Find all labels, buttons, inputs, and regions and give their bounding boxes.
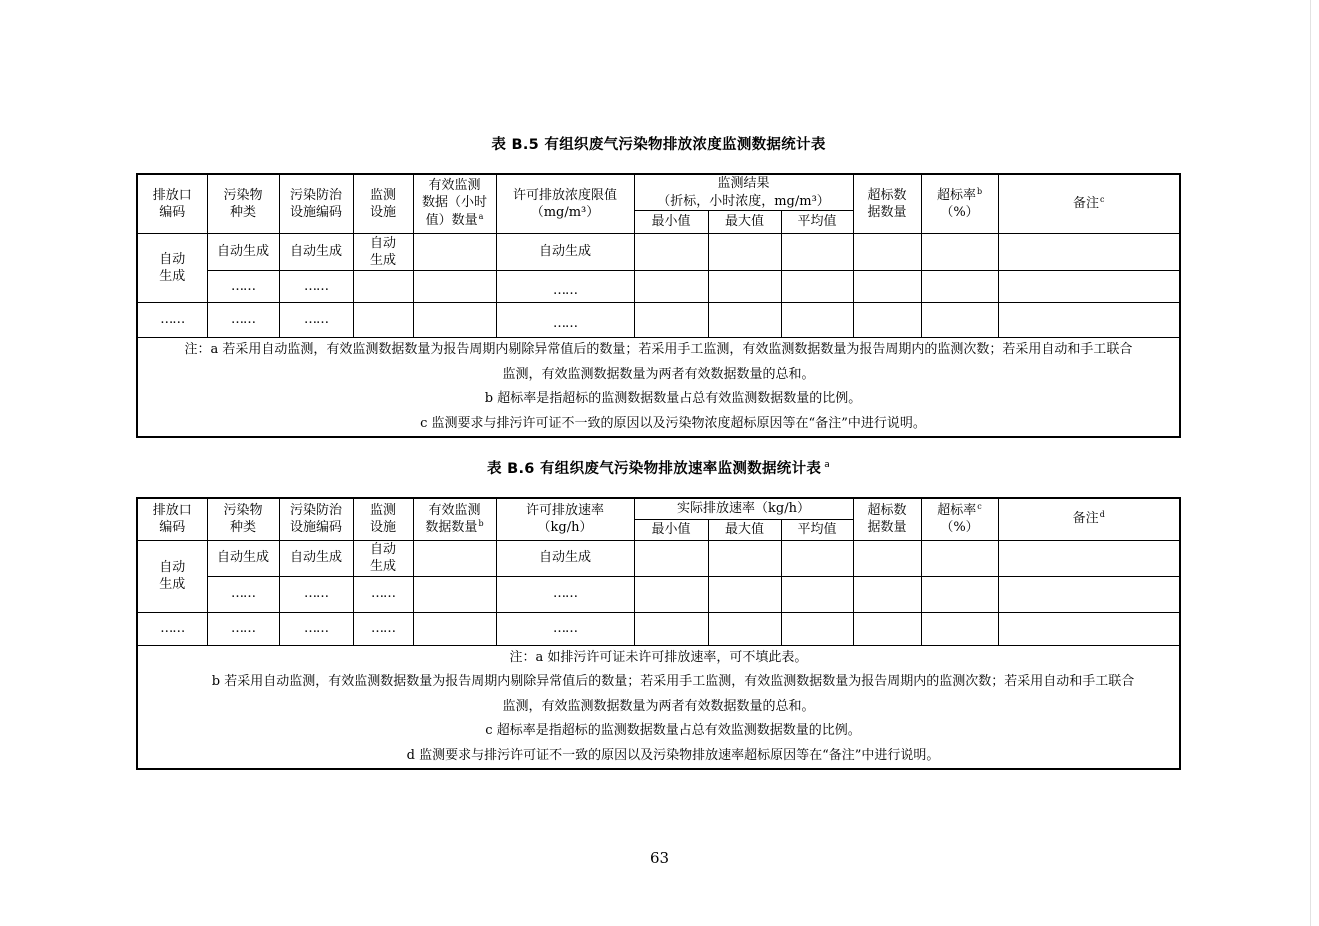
cell-empty <box>708 612 781 645</box>
cell-limit-ellipsis: …… <box>496 612 634 645</box>
cell-pollutant-auto: 自动生成 <box>207 540 279 576</box>
cell-monitor-auto: 自动 生成 <box>353 540 413 576</box>
header-result-group: 实际排放速率（kg/h） <box>634 498 853 519</box>
cell-empty <box>413 271 496 303</box>
cell-pollutant-ellipsis: …… <box>207 271 279 303</box>
cell-limit-auto: 自动生成 <box>496 234 634 271</box>
header-facility-code: 污染防治 设施编码 <box>279 498 353 540</box>
cell-empty <box>353 303 413 338</box>
header-monitoring-facility: 监测 设施 <box>353 174 413 234</box>
cell-empty <box>921 271 998 303</box>
cell-empty <box>781 576 853 612</box>
header-result-group: 监测结果 （折标，小时浓度，mg/m³） <box>634 174 853 211</box>
cell-pollutant-ellipsis: …… <box>207 303 279 338</box>
cell-empty <box>998 576 1180 612</box>
page-edge-line <box>1310 0 1311 926</box>
header-exceed-rate: 超标率$^c$ （%） <box>921 498 998 540</box>
cell-pollutant-ellipsis: …… <box>207 612 279 645</box>
cell-empty <box>998 234 1180 271</box>
cell-outlet-auto: 自动 生成 <box>137 234 207 303</box>
cell-empty <box>708 234 781 271</box>
header-min: 最小值 <box>634 211 708 234</box>
header-avg: 平均值 <box>781 519 853 540</box>
cell-monitor-ellipsis: …… <box>353 612 413 645</box>
cell-empty <box>853 612 921 645</box>
table-b6 <box>136 497 1181 770</box>
note-line: 监测，有效监测数据数量为两者有效数据数量的总和。 <box>502 366 815 382</box>
cell-empty <box>853 540 921 576</box>
cell-empty <box>921 612 998 645</box>
cell-empty <box>853 576 921 612</box>
cell-limit-ellipsis: …… <box>496 271 634 303</box>
cell-empty <box>413 576 496 612</box>
cell-pollutant-auto: 自动生成 <box>207 234 279 271</box>
cell-empty <box>781 234 853 271</box>
cell-empty <box>708 576 781 612</box>
cell-facility-auto: 自动生成 <box>279 234 353 271</box>
header-limit: 许可排放速率 （kg/h） <box>496 498 634 540</box>
cell-empty <box>998 540 1180 576</box>
cell-empty <box>708 271 781 303</box>
header-max: 最大值 <box>708 519 781 540</box>
cell-empty <box>634 540 708 576</box>
cell-empty <box>853 303 921 338</box>
note-line: b 若采用自动监测，有效监测数据数量为报告周期内剔除异常值后的数量；若采用手工监测，有效监测数据数量为报告周期内的监测次数；若采用自动和手工联合 <box>211 674 1135 690</box>
header-outlet-code: 排放口 编码 <box>137 498 207 540</box>
header-pollutant-type: 污染物 种类 <box>207 498 279 540</box>
cell-empty <box>634 576 708 612</box>
cell-empty <box>634 234 708 271</box>
cell-empty <box>921 303 998 338</box>
cell-facility-ellipsis: …… <box>279 303 353 338</box>
cell-empty <box>921 576 998 612</box>
cell-empty <box>413 303 496 338</box>
cell-empty <box>781 540 853 576</box>
header-limit: 许可排放浓度限值 （mg/m³） <box>496 174 634 234</box>
page-number: 63 <box>649 849 670 867</box>
note-line: c 超标率是指超标的监测数据数量占总有效监测数据数量的比例。 <box>485 723 861 739</box>
cell-empty <box>998 303 1180 338</box>
header-exceed-count: 超标数 据数量 <box>853 498 921 540</box>
cell-empty <box>998 612 1180 645</box>
table-b5-caption: 表 B.5 有组织废气污染物排放浓度监测数据统计表 <box>491 137 826 153</box>
note-line: 注：a 若采用自动监测，有效监测数据数量为报告周期内剔除异常值后的数量；若采用手工监测，有效监测数据数量为报告周期内的监测次数；若采用自动和手工联合 <box>184 342 1133 358</box>
note-line: b 超标率是指超标的监测数据数量占总有效监测数据数量的比例。 <box>484 391 862 407</box>
cell-empty <box>853 271 921 303</box>
table-b6-caption: 表 B.6 有组织废气污染物排放速率监测数据统计表 $^a$ <box>486 460 831 477</box>
header-max: 最大值 <box>708 211 781 234</box>
header-monitoring-facility: 监测 设施 <box>353 498 413 540</box>
header-pollutant-type: 污染物 种类 <box>207 174 279 234</box>
cell-empty <box>708 540 781 576</box>
cell-limit-ellipsis: …… <box>496 303 634 338</box>
cell-empty <box>353 271 413 303</box>
cell-empty <box>413 540 496 576</box>
note-line: d 监测要求与排污许可证不一致的原因以及污染物排放速率超标原因等在“备注”中进行说明。 <box>406 747 940 763</box>
table-b5 <box>136 173 1181 438</box>
header-facility-code: 污染防治 设施编码 <box>279 174 353 234</box>
header-exceed-count: 超标数 据数量 <box>853 174 921 234</box>
header-avg: 平均值 <box>781 211 853 234</box>
cell-empty <box>998 271 1180 303</box>
cell-facility-ellipsis: …… <box>279 271 353 303</box>
cell-facility-auto: 自动生成 <box>279 540 353 576</box>
table-b6-notes <box>137 645 1180 769</box>
header-exceed-rate: 超标率$^b$ （%） <box>921 174 998 234</box>
cell-empty <box>634 271 708 303</box>
cell-empty <box>413 612 496 645</box>
header-valid-count: 有效监测 数据数量$^b$ <box>413 498 496 540</box>
cell-monitor-auto: 自动 生成 <box>353 234 413 271</box>
cell-empty <box>708 303 781 338</box>
cell-empty <box>853 234 921 271</box>
header-remark: 备注$^d$ <box>998 498 1180 540</box>
cell-empty <box>634 612 708 645</box>
cell-empty <box>634 303 708 338</box>
cell-outlet-ellipsis: …… <box>137 303 207 338</box>
cell-empty <box>781 612 853 645</box>
header-remark: 备注$^c$ <box>998 174 1180 234</box>
cell-monitor-ellipsis: …… <box>353 576 413 612</box>
note-line: c 监测要求与排污许可证不一致的原因以及污染物浓度超标原因等在“备注”中进行说明。 <box>420 415 926 431</box>
cell-facility-ellipsis: …… <box>279 576 353 612</box>
header-valid-count: 有效监测 数据（小时 值）数量$^a$ <box>413 174 496 234</box>
table-b5-notes <box>137 338 1180 438</box>
cell-empty <box>413 234 496 271</box>
note-line: 监测，有效监测数据数量为两者有效数据数量的总和。 <box>502 698 815 714</box>
cell-outlet-auto: 自动 生成 <box>137 540 207 612</box>
cell-pollutant-ellipsis: …… <box>207 576 279 612</box>
header-outlet-code: 排放口 编码 <box>137 174 207 234</box>
cell-empty <box>921 234 998 271</box>
cell-empty <box>781 271 853 303</box>
cell-limit-auto: 自动生成 <box>496 540 634 576</box>
cell-facility-ellipsis: …… <box>279 612 353 645</box>
cell-empty <box>921 540 998 576</box>
note-line: 注：a 如排污许可证未许可排放速率，可不填此表。 <box>509 649 808 665</box>
cell-empty <box>781 303 853 338</box>
cell-outlet-ellipsis: …… <box>137 612 207 645</box>
header-min: 最小值 <box>634 519 708 540</box>
cell-limit-ellipsis: …… <box>496 576 634 612</box>
